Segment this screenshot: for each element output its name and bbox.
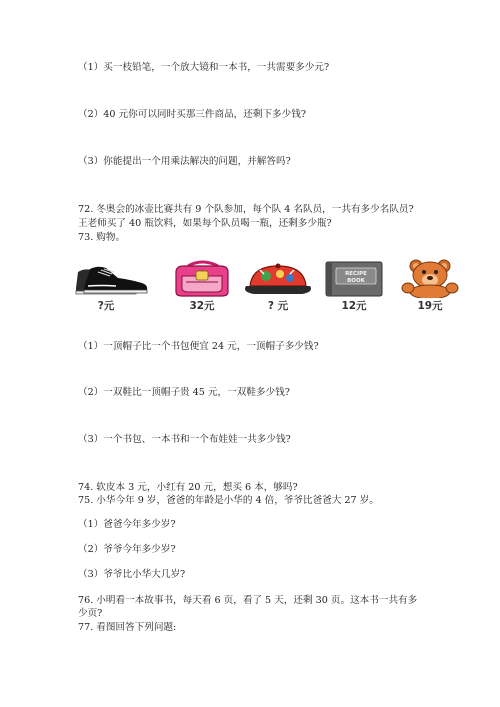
- cap-price: ? 元: [267, 300, 289, 312]
- schoolbag-item: [166, 258, 238, 318]
- question-text: （2）40 元你可以同时买那三件商品，还剩下多少钱?: [78, 109, 306, 120]
- question-75-sub2: （2）爷爷今年多少岁?: [78, 544, 176, 555]
- question-74: 74. 软皮本 3 元，小红有 20 元，想买 6 本，够吗?: [78, 482, 298, 493]
- svg-text:RECIPE: RECIPE: [345, 270, 367, 277]
- teddy-bear-price: 19元: [417, 300, 443, 312]
- question-76-line2: 少页?: [78, 608, 103, 619]
- question-76-line1: 76. 小明看一本故事书，每天看 6 页，看了 5 天，还剩 30 页。这本书一共有多: [78, 595, 418, 606]
- shopping-items-strip: [70, 258, 470, 318]
- shoe-price: ?元: [97, 300, 115, 312]
- question-72-line1: 72. 冬奥会的冰壶比赛共有 9 个队参加，每个队 4 名队员，一共有多少名队员?: [78, 204, 414, 215]
- question-73-sub3: （3）一个书包、一本书和一个布娃娃一共多少钱?: [78, 434, 291, 445]
- cap-item: [242, 258, 314, 318]
- shoe-icon: [70, 258, 150, 298]
- shoe-item: [70, 258, 142, 318]
- question-72-line2: 王老师买了 40 瓶饮料，如果每个队员喝一瓶，还剩多少瓶?: [78, 218, 332, 229]
- question-73-sub2: （2）一双鞋比一顶帽子贵 45 元，一双鞋多少钱?: [78, 387, 290, 398]
- teddy-bear-item: [394, 258, 466, 318]
- question-73-sub1: （1）一顶帽子比一个书包便宜 24 元，一顶帽子多少钱?: [78, 341, 319, 352]
- question-75-sub1: （1）爸爸今年多少岁?: [78, 519, 176, 530]
- cap-icon: [242, 258, 314, 298]
- question-73-title: 73. 购物。: [78, 232, 126, 243]
- question-text: （3）你能提出一个用乘法解决的问题，并解答吗?: [78, 156, 291, 167]
- teddy-bear-icon: [394, 258, 466, 298]
- schoolbag-icon: [166, 258, 238, 298]
- schoolbag-price: 32元: [189, 300, 215, 312]
- question-text: （1）买一枝铅笔，一个放大镜和一本书，一共需要多少元?: [78, 62, 330, 73]
- recipe-book-price: 12元: [341, 300, 367, 312]
- question-77: 77. 看图回答下列问题:: [78, 622, 177, 633]
- question-75-sub3: （3）爷爷比小华大几岁?: [78, 569, 186, 580]
- recipe-book-item: [318, 258, 390, 318]
- recipe-book-icon: [318, 258, 390, 298]
- question-75-line1: 75. 小华今年 9 岁，爸爸的年龄是小华的 4 倍，爷爷比爸爸大 27 岁。: [78, 495, 379, 506]
- svg-text:BOOK: BOOK: [347, 277, 365, 284]
